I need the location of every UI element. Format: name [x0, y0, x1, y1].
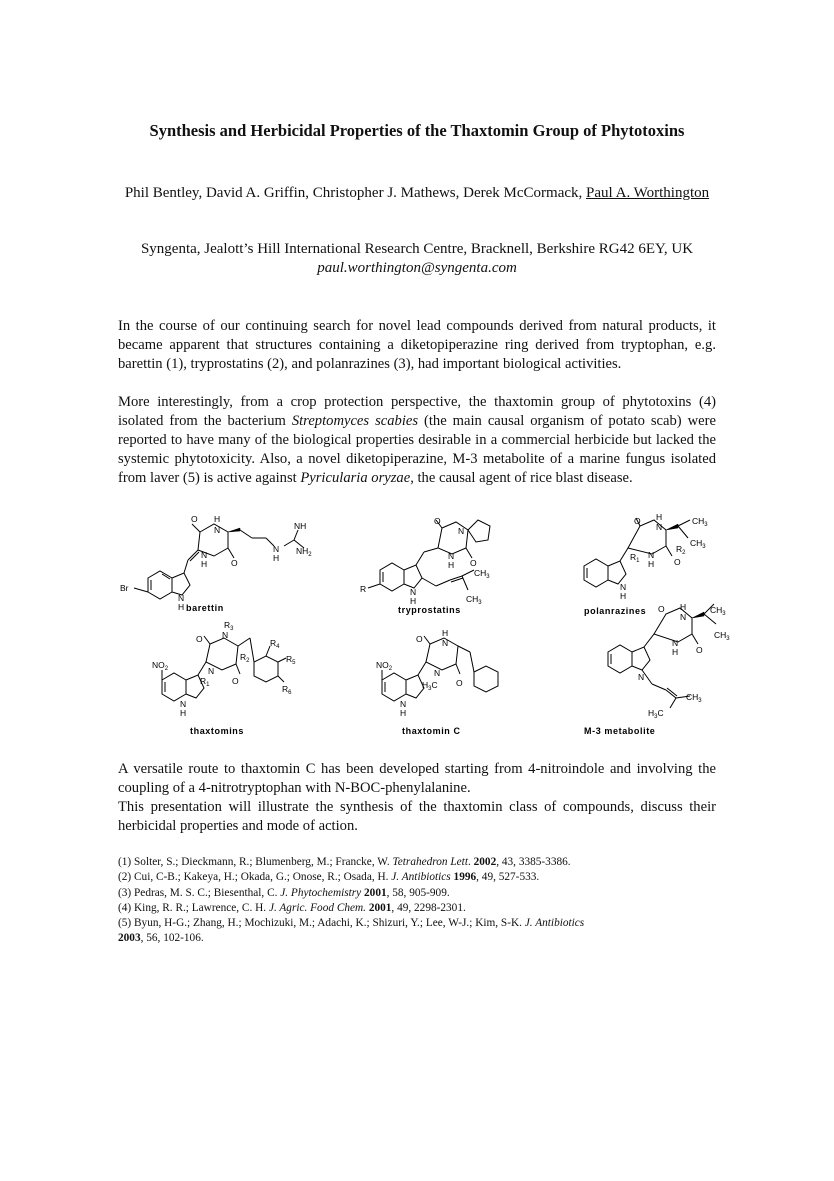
p2-text-c: , the causal agent of rice blast disease.: [410, 470, 633, 486]
thax-O1: O: [196, 634, 203, 644]
reference-item: (5) Byun, H-G.; Zhang, H.; Mochizuki, M.; Adachi, K.; Shizuri, Y.; Lee, W-J.; Kim, S-K. J. Antibiotics: [118, 917, 585, 930]
thax-O2: O: [232, 676, 239, 686]
p2-species: Streptomyces scabies: [291, 413, 419, 429]
m3-H1: H: [680, 602, 687, 612]
barettin-H-indole: H: [178, 602, 185, 612]
m3-CH3a: $CH_3$: [710, 605, 726, 617]
barettin-N1: N: [214, 525, 221, 535]
reference-item-cont: 2003, 56, 102-106.: [118, 932, 204, 945]
p2-text-a: More interestingly, from a crop protection perspective, the thaxtomin group of phytotoxins (4) isolated from the bacterium: [118, 394, 716, 429]
label-polanrazines: polanrazines: [584, 606, 647, 616]
thaxc-N2: N: [434, 668, 441, 678]
barettin-NH2: $NH_2$: [296, 546, 312, 558]
polan-R1: $R_1$: [630, 552, 640, 564]
polan-H-indole: H: [620, 591, 627, 601]
tryp-CH3a: $CH_3$: [474, 568, 490, 580]
tryp-H2: H: [448, 560, 455, 570]
p2-text-b: (the main causal organism of potato scab) were reported to have many of the biological properties desirable in a commercial herbicide but lacked the systemic phytotoxicity. Also, a novel diketopiperazine, M-3 metabolite of a marine fungus isolated from laver (5) is active against: [118, 413, 716, 486]
barettin-O1: O: [191, 514, 198, 524]
polan-N-indole: N: [620, 582, 627, 592]
polan-H2: H: [648, 559, 655, 569]
barettin-O2: O: [231, 558, 238, 568]
thax-N-indole: N: [180, 699, 187, 709]
thax-N2: N: [208, 666, 215, 676]
affiliation: [118, 240, 716, 278]
barettin-N3: N: [273, 544, 280, 554]
thax-NO2: $NO_2$: [152, 660, 169, 672]
polan-CH3b: $CH_3$: [690, 538, 706, 550]
polan-N2: N: [648, 550, 655, 560]
thaxc-H1: H: [442, 628, 449, 638]
polan-O1: O: [634, 516, 641, 526]
thaxc-O2: O: [456, 678, 463, 688]
thaxc-N-indole: N: [400, 699, 407, 709]
thaxc-NO2: $NO_2$: [376, 660, 393, 672]
m3-N1: N: [680, 612, 687, 622]
paragraph-thaxtomin: [118, 393, 716, 488]
thaxtomin-c-structure: [376, 628, 498, 736]
tryp-CH3b: $CH_3$: [466, 594, 482, 606]
author-list: [118, 183, 716, 203]
thaxtomins-structure: [152, 620, 296, 736]
polan-O2: O: [674, 557, 681, 567]
label-m3: M-3 metabolite: [584, 726, 656, 736]
references-list: [118, 855, 716, 947]
tryp-H-indole: H: [410, 596, 417, 606]
m3-H3C: $H_3C$: [648, 708, 664, 720]
reference-item: (1) Solter, S.; Dieckmann, R.; Blumenberg, M.; Francke, W. Tetrahedron Lett. 2002, 43, 3385-3386.: [118, 856, 571, 868]
thaxc-O1: O: [416, 634, 423, 644]
barettin-N2: N: [201, 550, 208, 560]
polan-CH3a: $CH_3$: [692, 516, 708, 528]
barettin-structure: [120, 514, 312, 613]
label-thaxtomin-c: thaxtomin C: [402, 726, 461, 736]
tryp-N2: N: [448, 551, 455, 561]
label-barettin: barettin: [186, 603, 224, 613]
tryp-O1: O: [434, 516, 441, 526]
paragraph-presentation: This presentation will illustrate the synthesis of the thaxtomin class of compounds, discuss their herbicidal properties and mode of action.: [118, 799, 716, 834]
thax-R3: $R_3$: [224, 620, 234, 632]
tryp-R: R: [360, 584, 367, 594]
paper-title: Synthesis and Herbicidal Properties of the Thaxtomin Group of Phytotoxins: [149, 121, 685, 140]
barettin-H1: H: [214, 514, 221, 524]
m3-CH3c: $CH_3$: [686, 692, 702, 704]
label-thaxtomins: thaxtomins: [190, 726, 245, 736]
tryp-N-indole: N: [410, 587, 417, 597]
thax-R6: $R_6$: [282, 684, 292, 696]
polan-R2: $R_2$: [676, 544, 686, 556]
thax-R1: $R_1$: [200, 676, 210, 688]
barettin-H2: H: [201, 559, 208, 569]
polan-H1: H: [656, 512, 663, 522]
thaxc-H-indole: H: [400, 708, 407, 718]
thax-R2: $R_2$: [240, 652, 250, 664]
m3-structure: [584, 602, 730, 736]
affiliation-line: Syngenta, Jealott’s Hill International Research Centre, Bracknell, Berkshire RG42 6EY, UK: [140, 241, 694, 257]
barettin-Br: Br: [120, 583, 129, 593]
email[interactable]: paul.worthington@syngenta.com: [317, 260, 517, 276]
polanrazines-structure: [584, 512, 708, 616]
p2-pathogen: Pyricularia oryzae: [300, 470, 411, 486]
label-tryprostatins: tryprostatins: [398, 605, 461, 615]
m3-O1: O: [658, 604, 665, 614]
paragraph-intro: In the course of our continuing search for novel lead compounds derived from natural products, it became apparent that structures containing a diketopiperazine ring derived from tryptophan, e.g. barettin (1), tryprostatins (2), and polanrazines (3), had important biological activities.: [118, 318, 716, 372]
m3-O2: O: [696, 645, 703, 655]
thax-N1: N: [222, 630, 229, 640]
reference-item: (2) Cui, C-B.; Kakeya, H.; Okada, G.; Onose, R.; Osada, H. J. Antibiotics 1996, 49, 527-533.: [118, 871, 540, 884]
tryp-N1: N: [458, 526, 465, 536]
reference-item: (3) Pedras, M. S. C.; Biesenthal, C. J. Phytochemistry 2001, 58, 905-909.: [118, 886, 450, 899]
structure-scheme: [110, 510, 730, 745]
m3-N2: N: [672, 638, 679, 648]
tryprostatins-structure: [360, 516, 490, 615]
tryp-O2: O: [470, 558, 477, 568]
thax-H-indole: H: [180, 708, 187, 718]
thax-R4: $R_4$: [270, 638, 280, 650]
thaxc-N1: N: [442, 638, 449, 648]
barettin-NH: NH: [294, 521, 307, 531]
barettin-N-indole: N: [178, 593, 185, 603]
m3-CH3b: $CH_3$: [714, 630, 730, 642]
m3-H2: H: [672, 647, 679, 657]
polan-N1: N: [656, 522, 663, 532]
presenting-author: Paul A. Worthington: [586, 185, 710, 201]
thaxc-H3C: $H_3C$: [422, 680, 438, 692]
reference-item: (4) King, R. R.; Lawrence, C. H. J. Agric. Food Chem. 2001, 49, 2298-2301.: [118, 901, 466, 914]
thax-R5: $R_5$: [286, 654, 296, 666]
authors-plain: Phil Bentley, David A. Griffin, Christopher J. Mathews, Derek McCormack,: [124, 185, 587, 201]
paragraph-route: A versatile route to thaxtomin C has been developed starting from 4-nitroindole and involving the coupling of a 4-nitrotryptophan with N-BOC-phenylalanine.: [118, 761, 716, 796]
m3-N-indole: N: [638, 672, 645, 682]
barettin-H3: H: [273, 553, 280, 563]
